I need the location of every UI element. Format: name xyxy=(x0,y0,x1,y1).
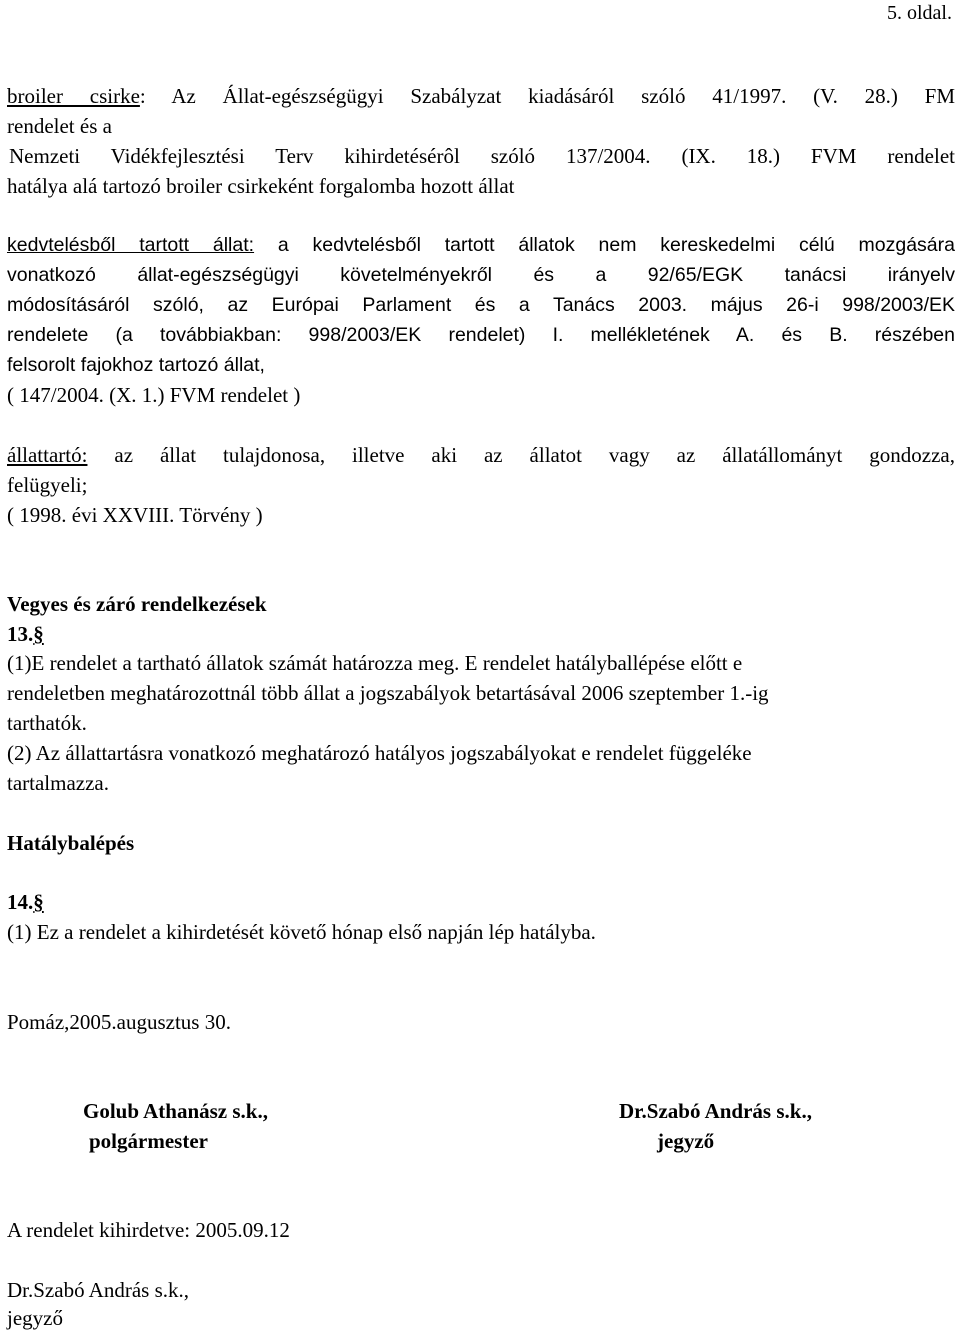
def-pet-line-1: kedvtelésből tartott állat: a kedvtelésből tartott állatok nem kereskedelmi célú mozgására xyxy=(7,234,955,256)
paragraph-13-line-4: (2) Az állattartásra vonatkozó meghatározó hatályos jogszabályokat e rendelet függeléke xyxy=(7,741,752,765)
publication-title: jegyző xyxy=(7,1306,63,1330)
def-keeper-term: állattartó: xyxy=(7,443,88,467)
paragraph-13-line-2: rendeletben meghatározottnál több állat a jogszabályok betartásával 2006 szeptember 1.-ig xyxy=(7,681,769,705)
publication-line: A rendelet kihirdetve: 2005.09.12 xyxy=(7,1218,290,1242)
def-pet-line-3: módosításáról szóló, az Európai Parlament és a Tanács 2003. május 26-i 998/2003/EK xyxy=(7,294,955,316)
def-broiler-line-2: rendelet és a xyxy=(7,114,112,138)
paragraph-13-line-1: (1)E rendelet a tartható állatok számát határozza meg. E rendelet hatályballépése előtt e xyxy=(7,651,743,675)
paragraph-13-heading: 13.§ xyxy=(7,622,44,646)
notary-signature-title: jegyző xyxy=(657,1129,715,1153)
def-keeper-line-1: állattartó: az állat tulajdonosa, illetve aki az állatot vagy az állatállományt gondozza, xyxy=(7,443,955,467)
def-pet-line-2: vonatkozó állat-egészségügyi követelményekről és a 92/65/EGK tanácsi irányelv xyxy=(7,264,955,286)
mayor-signature-name: Golub Athanász s.k., xyxy=(83,1099,268,1123)
def-pet-line-6: ( 147/2004. (X. 1.) FVM rendelet ) xyxy=(7,383,301,407)
def-broiler-term: broiler csirke xyxy=(7,84,140,108)
place-and-date: Pomáz,2005.augusztus 30. xyxy=(7,1010,231,1034)
paragraph-13-line-3: tarthatók. xyxy=(7,711,87,735)
paragraph-13-line-5: tartalmazza. xyxy=(7,771,110,795)
def-pet-line-4: rendelete (a továbbiakban: 998/2003/EK rendelet) I. mellékletének A. és B. részében xyxy=(7,324,955,346)
section-heading-final-provisions: Vegyes és záró rendelkezések xyxy=(7,592,267,616)
def-broiler-line-4: hatálya alá tartozó broiler csirkeként forgalomba hozott állat xyxy=(7,174,515,198)
def-broiler-line-3: Nemzeti Vidékfejlesztési Terv kihirdetésérôl szóló 137/2004. (IX. 18.) FVM rendelet xyxy=(9,144,955,168)
notary-signature-name: Dr.Szabó András s.k., xyxy=(619,1099,812,1123)
section-heading-entry-into-force: Hatálybalépés xyxy=(7,831,135,855)
def-pet-term: kedvtelésből tartott állat: xyxy=(7,234,255,256)
paragraph-14-heading: 14.§ xyxy=(7,890,44,914)
paragraph-14-line-1: (1) Ez a rendelet a kihirdetését követő hónap első napján lép hatályba. xyxy=(7,920,596,944)
def-broiler-line-1: broiler csirke: Az Állat-egészségügyi Szabályzat kiadásáról szóló 41/1997. (V. 28.) FM xyxy=(7,84,955,108)
page-number: 5. oldal. xyxy=(887,2,952,24)
def-pet-line-5: felsorolt fajokhoz tartozó állat, xyxy=(7,354,265,376)
def-keeper-line-2: felügyeli; xyxy=(7,473,88,497)
mayor-signature-title: polgármester xyxy=(89,1129,208,1153)
def-keeper-line-3: ( 1998. évi XXVIII. Törvény ) xyxy=(7,503,263,527)
publication-name: Dr.Szabó András s.k., xyxy=(7,1278,189,1302)
